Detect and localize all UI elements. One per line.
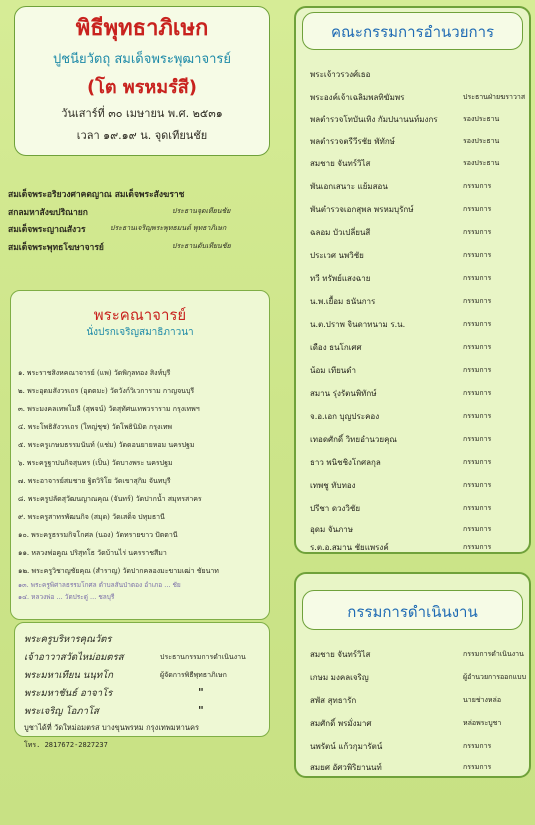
committee-member-role: รองประธาน: [463, 115, 500, 123]
committee-member-name: พันตำรวจเอกสุพล พรหมบุรักษ์: [310, 205, 414, 214]
committee-member-role: รองประธาน: [463, 159, 500, 167]
ceremony-title: พิธีพุทธาภิเษก: [75, 16, 209, 41]
committee-member-name: ธาว พนิชชิงโกศลกุล: [310, 458, 381, 467]
ceremony-name: (โต พรหมรํสี): [87, 77, 197, 98]
presiding-line-3: สมเด็จพระญาณสังวร: [8, 225, 86, 235]
committee-member-role: กรรมการ: [463, 251, 492, 259]
operations-member-role: ผู้อำนวยการออกแบบ: [463, 673, 527, 681]
committee-member-name: เดือง ธนโกเศศ: [310, 343, 362, 352]
committee-member-name: สมชาย จันทร์วิไส: [310, 159, 371, 168]
operations-member-role: กรรมการดำเนินงาน: [463, 650, 524, 658]
operations-member-name: สมยศ อัศวพิริยานนท์: [310, 763, 382, 772]
committee-member-name: พันเอกเสนาะ แย้มสอน: [310, 182, 388, 191]
admin-name: พระมหาชันธ์ อาจาโร: [24, 688, 113, 699]
committee-member-role: กรรมการ: [463, 435, 492, 443]
committee-member-role: กรรมการ: [463, 458, 492, 466]
monks-title: พระคณาจารย์: [93, 306, 187, 324]
monk-item: ๖. พระครูฐาปนกิจสุนทร (เป็น) วัดบางพระ นครปฐม: [18, 459, 173, 467]
admin-role: ": [198, 686, 204, 699]
operations-member-name: สมชาย จันทร์วิไส: [310, 650, 371, 659]
operations-member-name: สพัส สุทธารัก: [310, 696, 357, 705]
committee-member-role: กรรมการ: [463, 205, 492, 213]
committee-member-role: กรรมการ: [463, 366, 492, 374]
operations-member-role: นายช่างหล่อ: [463, 696, 502, 704]
committee-member-role: กรรมการ: [463, 389, 492, 397]
monk-item: ๙. พระครูสาทรพัฒนกิจ (สมุด) วัดเสด็จ ปทุมธานี: [18, 513, 165, 521]
admin-name: เจ้าอาวาสวัดไหม่อมตรส: [24, 652, 124, 663]
admin-name: พระครูบริหารคุณวัตร: [24, 634, 112, 645]
committee-member-name: เทพชู ทับทอง: [310, 481, 356, 490]
monk-item: ๑๑. หลวงพ่อคูณ ปริสุทโธ วัดบ้านไร่ นครราชสีมา: [18, 549, 167, 557]
committee-title: คณะกรรมการอำนวยการ: [330, 23, 495, 41]
admin-role: ประธานกรรมการดำเนินงาน: [160, 653, 246, 661]
committee-member-role: กรรมการ: [463, 481, 492, 489]
admin-role: ": [198, 704, 204, 717]
monk-item: ๑. พระราชสิงหคณาจารย์ (แพ) วัดพิกุลทอง สิงห์บุรี: [18, 369, 171, 377]
operations-member-name: เกษม มงคลเจริญ: [310, 673, 369, 682]
phone: โทร. 2817672-2827237: [24, 741, 108, 749]
committee-member-name: พลตำรวจตรีวีรชัย พัทักษ์: [310, 137, 395, 146]
operations-title: กรรมการดำเนินงาน: [347, 603, 478, 621]
committee-member-name: ประเวศ นพวิชัย: [310, 251, 364, 260]
committee-member-name: ทวี ทรัพย์แสงฉาย: [310, 274, 371, 283]
committee-member-name: สมาน รุ่งรัตนพิทักษ์: [310, 389, 377, 398]
committee-member-name: พระเจ้าวรวงศ์เธอ: [310, 70, 371, 79]
committee-member-role: ประธานฝ่ายฆราวาส: [463, 93, 526, 101]
committee-member-role: กรรมการ: [463, 297, 492, 305]
committee-member-role: กรรมการ: [463, 525, 492, 533]
presiding-line-4: สมเด็จพระพุทธโฆษาจารย์: [8, 243, 104, 253]
committee-member-role: กรรมการ: [463, 228, 492, 236]
operations-member-role: หล่อพระบูชา: [463, 719, 502, 727]
ceremony-time: เวลา ๑๙.๑๙ น. จุดเทียนชัย: [76, 129, 208, 142]
presiding-line-1: สมเด็จพระอริยวงศาคตญาณ สมเด็จพระสังฆราช: [8, 190, 185, 200]
committee-member-role: กรรมการ: [463, 343, 492, 351]
committee-member-name: น้อม เทียนดำ: [310, 366, 356, 375]
committee-member-name: พลตำรวจโทบันเทิง กัมปนานนท์มงกร: [310, 115, 438, 124]
committee-member-role: กรรมการ: [463, 412, 492, 420]
presiding-role-3: ประธานเจริญพระพุทธมนต์ พุทธาภิเษก: [110, 224, 227, 232]
committee-member-name: น.ต.ปราพ จินดาทนาม ร.น.: [310, 320, 406, 329]
committee-member-name: อุดม จันภาษ: [310, 525, 354, 534]
monk-item: ๓. พระมงคลเทพโมลี (สุพจน์) วัดสุทัศนเทพวราราม กรุงเทพฯ: [18, 405, 200, 413]
committee-member-name: ฉลอม บัวเปลี่ยนสี: [310, 228, 371, 237]
monk-item: ๘. พระครูปลัดสุวัฒนญาณคุณ (จันทร์) วัดปากน้ำ สมุทรสาคร: [18, 495, 202, 503]
committee-member-role: รองประธาน: [463, 137, 500, 145]
operations-member-name: สมศักดิ์ พรมั่งมาศ: [310, 719, 372, 728]
operations-member-role: กรรมการ: [463, 742, 492, 750]
committee-member-role: กรรมการ: [463, 543, 492, 551]
monk-item: ๔. พระโพธิสังวรเถร (ใหญ่ชุช) วัดโพธินิมิต กรุงเทพ: [18, 423, 173, 431]
monk-item: ๗. พระอาจารย์สมชาย ฐิตวิริโย วัดเขาสุกิม จันทบุรี: [18, 477, 171, 485]
ceremony-date: วันเสาร์ที่ ๓๐ เมษายน พ.ศ. ๒๕๓๑: [61, 107, 223, 120]
address: บูชาได้ที่ วัดใหม่อมตรส บางขุนพรหม กรุงเทพมหานคร: [24, 723, 200, 732]
operations-member-name: นพรัตน์ แก้วกุมารัตน์: [310, 742, 383, 751]
committee-member-name: ปรีชา ดวงวิชัย: [310, 504, 361, 513]
committee-member-name: เทอดศักดิ์ วิทยอำนวยคุณ: [310, 435, 397, 444]
monk-item: ๑๒. พระครูวิชาญชัยคุณ (สำราญ) วัดปากคลองมะขามเฒ่า ชัยนาท: [18, 567, 219, 575]
committee-member-name: น.พ.เยื้อม ธนันการ: [310, 297, 376, 306]
committee-member-role: กรรมการ: [463, 274, 492, 282]
committee-member-name: ร.ต.อ.สมาน ชัยแพรงค์: [310, 543, 389, 552]
operations-member-role: กรรมการ: [463, 763, 492, 771]
monk-item: ๕. พระครูเกษมธรรมนันท์ (แช่ม) วัดดอนยายหอม นครปฐม: [18, 441, 195, 449]
committee-member-name: พระองค์เจ้าเฉลิมพลทิฆัมพร: [310, 93, 405, 102]
presiding-role-2: ประธานจุดเทียนชัย: [172, 207, 231, 215]
monk-item: ๒. พระอุดมสังวรเถร (อุตตมะ) วัดวังก์วิเวการาม กาญจนบุรี: [18, 387, 195, 395]
ceremony-subtitle: ปูชนียวัตถุ สมเด็จพระพุฒาจารย์: [53, 52, 231, 67]
admin-name: พระเจริญ โอภาโส: [24, 706, 99, 717]
committee-member-role: กรรมการ: [463, 182, 492, 190]
committee-member-name: จ.อ.เอก บุญประคอง: [310, 412, 380, 421]
monks-subtitle: นั่งปรกเจริญสมาธิภาวนา: [86, 327, 194, 338]
committee-member-role: กรรมการ: [463, 504, 492, 512]
presiding-line-2: สกลมหาสังฆปริณายก: [8, 208, 88, 218]
presiding-role-4: ประธานดับเทียนชัย: [172, 242, 231, 250]
committee-member-role: กรรมการ: [463, 320, 492, 328]
monk-item: ๑๔. หลวงพ่อ ... วัดประดู่ ... ชลบุรี: [18, 593, 115, 601]
admin-role: ผู้จัดการพิธีพุทธาภิเษก: [160, 671, 227, 679]
admin-name: พระมหาเทียน นนฺทโก: [24, 670, 114, 681]
monk-item: ๑๓. พระครูพิศาลธรรมโกศล ตำบลสันป่าตอง อำเภอ ... ชัย: [18, 581, 181, 589]
monk-item: ๑๐. พระครูธรรมกิจโกศล (นอง) วัดทรายขาว ปัตตานี: [18, 531, 178, 539]
